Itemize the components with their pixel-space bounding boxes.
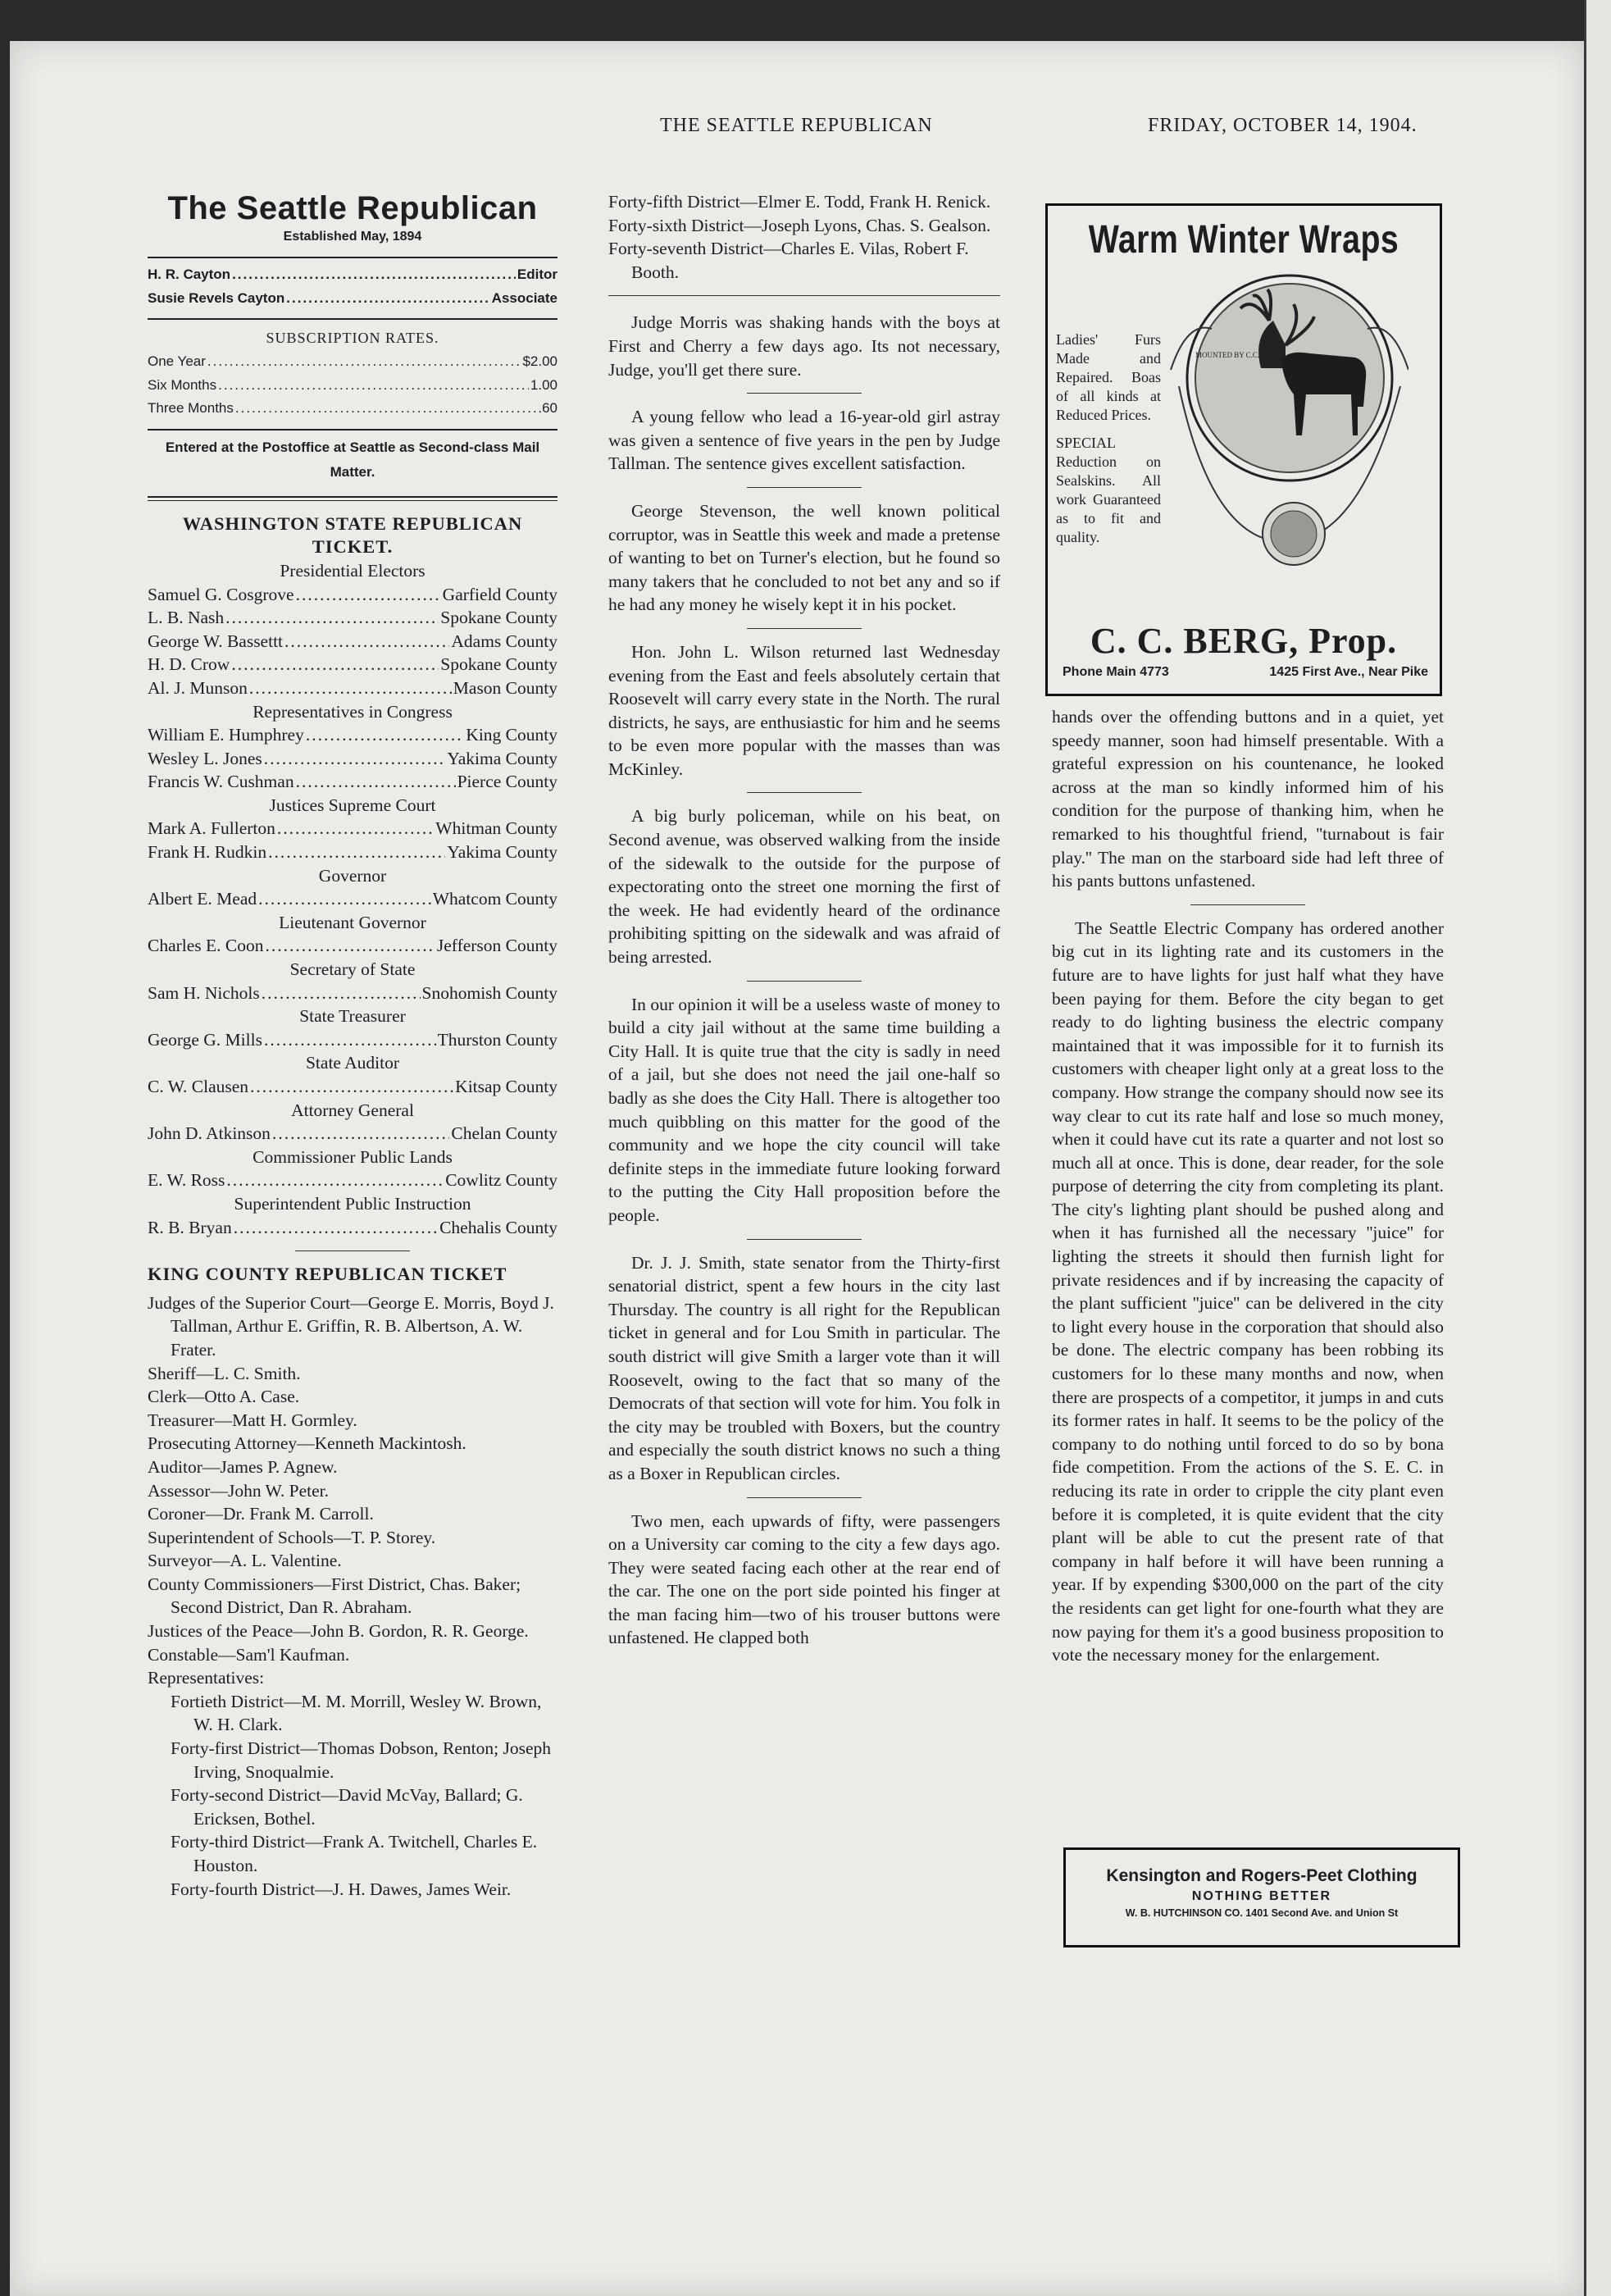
ad-clothing-line1: Kensington and Rogers-Peet Clothing — [1106, 1866, 1418, 1885]
office-heading: Lieutenant Governor — [279, 912, 426, 932]
candidate-row — [148, 723, 557, 747]
state-ticket-list — [148, 559, 557, 1239]
candidate-name: L. B. Nash — [148, 608, 225, 628]
county-entry: Coroner—Dr. Frank M. Carroll. — [148, 1504, 374, 1524]
divider — [747, 1497, 862, 1498]
candidate-county: Mason County — [453, 677, 557, 698]
divider — [747, 981, 862, 982]
candidate-county: Pierce County — [457, 772, 557, 792]
representative-entry: Fortieth District—M. M. Morrill, Wesley W. Brown, W. H. Clark. — [171, 1691, 542, 1735]
divider — [148, 429, 557, 430]
county-entry: Auditor—James P. Agnew. — [148, 1456, 338, 1477]
ad-clothing — [1063, 1847, 1460, 1947]
ad-address: 1425 First Ave., Near Pike — [1269, 665, 1428, 679]
office-heading: Commissioner Public Lands — [253, 1146, 453, 1167]
ad-clothing-line2: NOTHING BETTER — [1191, 1889, 1332, 1903]
representative-entry: Forty-third District—Frank A. Twitchell, Charles E. Houston. — [171, 1832, 538, 1875]
candidate-county: Whatcom County — [432, 889, 557, 909]
divider — [747, 393, 862, 394]
office-heading: Attorney General — [291, 1100, 414, 1120]
county-entry: Assessor—John W. Peter. — [148, 1480, 329, 1501]
candidate-row — [148, 1216, 557, 1240]
candidate-county: Spokane County — [440, 654, 557, 675]
subscription-heading: SUBSCRIPTION RATES. — [266, 330, 439, 347]
representative-entry: Forty-second District—David McVay, Ballard; G. Ericksen, Bothel. — [171, 1785, 523, 1829]
representative-entry: Forty-first District—Thomas Dobson, Renton; Joseph Irving, Snoqualmie. — [171, 1738, 552, 1782]
candidate-row — [148, 934, 557, 958]
office-heading: Justices Supreme Court — [269, 795, 436, 815]
county-entry: Judges of the Superior Court—George E. Morris, Boyd J. Tallman, Arthur E. Griffin, R. B. Albertson, A. W. Frater. — [148, 1292, 554, 1360]
candidate-name: William E. Humphrey — [148, 725, 304, 745]
candidate-county: Garfield County — [442, 584, 557, 604]
county-entry: Treasurer—Matt H. Gormley. — [148, 1410, 357, 1430]
candidate-county: Yakima County — [447, 748, 557, 768]
divider — [747, 487, 862, 488]
divider — [747, 628, 862, 629]
established-line: Established May, 1894 — [283, 229, 422, 244]
candidate-row — [148, 630, 557, 654]
candidate-row — [148, 770, 557, 794]
news-items-col3 — [1052, 705, 1444, 1667]
news-item: hands over the offending buttons and in a quiet, yet speedy manner, soon had himself presentable. With a grateful expression on his countenance, he looked across at the man so kindly informed him of his condition for the purpose of thanking him, when he remarked to his thoughtful friend, ''turnabout is fair play.'' The man on the starboard side had left three of his pants buttons unfastened. — [1052, 707, 1444, 891]
candidate-county: Whitman County — [435, 818, 557, 839]
candidate-row — [148, 583, 557, 607]
news-item: A big burly policeman, while on his beat, on Second avenue, was observed walking from the inside of the sidewalk to the outside for the purpose of expectorating onto the street one morning the first of the week. He had evidently heard of the ordinance prohibiting spitting on the sidewalk and was afraid of being arrested. — [608, 806, 1000, 968]
emblem-text: MOUNTED BY C.C. BERG — [1195, 351, 1281, 359]
county-ticket-list — [148, 1292, 557, 1690]
ad-title: Warm Winter Wraps — [1088, 218, 1399, 262]
representative-entry: Forty-fourth District—J. H. Dawes, James Weir. — [171, 1879, 512, 1899]
candidate-row — [148, 887, 557, 911]
office-heading: State Auditor — [305, 1053, 400, 1073]
candidate-county: Kitsap County — [455, 1077, 557, 1096]
office-heading: Representatives in Congress — [253, 701, 453, 722]
divider — [608, 295, 1000, 296]
news-item: Judge Morris was shaking hands with the boys at First and Cherry a few days ago. Its not necessary, Judge, you'll get there sure. — [608, 312, 1000, 380]
candidate-name: Albert E. Mead — [148, 889, 257, 909]
news-item: Dr. J. J. Smith, state senator from the Thirty-first senatorial district, spent a few hours in the city last Thursday. The country is all right for the Republican ticket in general and for Lou Smith in particular. The south district will give Smith a larger vote than it will Roosevelt, owing to the fact that so many of the Democrats of that section will vote for him. You folk in the city may be troubled with Boxers, but the country and especially the south district knows no such a thing as a Boxer in Republican circles. — [608, 1252, 1000, 1483]
news-items — [608, 311, 1000, 1650]
column-1 — [148, 190, 557, 1901]
candidate-name: Frank H. Rudkin — [148, 842, 267, 863]
candidate-name: John D. Atkinson — [148, 1123, 271, 1144]
candidate-county: Cowlitz County — [445, 1170, 557, 1191]
candidate-county: Spokane County — [440, 608, 557, 628]
candidate-name: C. W. Clausen — [148, 1077, 249, 1096]
entered-notice: Entered at the Postoffice at Seattle as Second-class Mail Matter. — [165, 439, 540, 480]
masthead-title: The Seattle Republican — [167, 190, 538, 226]
candidate-county: King County — [466, 725, 557, 745]
office-heading: Secretary of State — [289, 959, 416, 980]
candidate-name: E. W. Ross — [148, 1170, 225, 1191]
candidate-row — [148, 982, 557, 1005]
county-representatives-continued — [608, 190, 1000, 284]
rate-row: Six Months ..... 1.00 — [148, 374, 557, 398]
issue-date: FRIDAY, OCTOBER 14, 1904. — [1148, 115, 1418, 136]
county-entry: Clerk—Otto A. Case. — [148, 1387, 300, 1407]
ad-text-repairs: Ladies' Furs Made and Repaired. Boas of all kinds at Reduced Prices. — [1056, 331, 1161, 423]
moose-emblem-icon — [1163, 271, 1408, 575]
ad-phone: Phone Main 4773 — [1063, 665, 1169, 679]
representative-entry: Forty-sixth District—Joseph Lyons, Chas. S. Gealson. — [608, 215, 991, 235]
representative-entry: Forty-seventh District—Charles E. Vilas, Robert F. Booth. — [608, 239, 969, 282]
divider — [148, 318, 557, 320]
rate-row: One Year ..... $2.00 — [148, 350, 557, 374]
office-heading: Superintendent Public Instruction — [234, 1193, 471, 1214]
candidate-row — [148, 747, 557, 771]
county-entry: Constable—Sam'l Kaufman. — [148, 1644, 350, 1665]
county-entry: Representatives: — [148, 1668, 265, 1688]
candidate-row — [148, 1122, 557, 1146]
candidate-row — [148, 606, 557, 630]
news-item: Hon. John L. Wilson returned last Wednesday evening from the East and feels absolutely certain that Roosevelt will carry every state in the North. The rural districts, he says, are enthusiastic for him and he seems to be even more popular with the masses than was McKinley. — [608, 641, 1000, 779]
office-heading: Presidential Electors — [280, 560, 426, 581]
candidate-county: Jefferson County — [436, 936, 557, 956]
candidate-name: H. D. Crow — [148, 654, 230, 675]
news-item: Two men, each upwards of fifty, were passengers on a University car coming to the city a few days ago. They were seated facing each other at the rear end of the car. The one on the port side pointed his finger at the man facing him—two of his trouser buttons were unfastened. He clapped both — [608, 1510, 1000, 1648]
candidate-name: Sam H. Nichols — [148, 982, 260, 1003]
candidate-name: R. B. Bryan — [148, 1217, 232, 1237]
candidate-name: Charles E. Coon — [148, 936, 264, 956]
candidate-row — [148, 840, 557, 864]
news-item: A young fellow who lead a 16-year-old girl astray was given a sentence of five years in the pen by Judge Tallman. The sentence gives excellent satisfaction. — [608, 407, 1000, 474]
news-item: The Seattle Electric Company has ordered another big cut in its lighting rate and its customers in the future are to have lights for just half what they have been paying for them. Before the city began to get ready to do lighting business the electric company maintained that it was impossible for it to furnish its customers with cheaper light only at a great loss to the company. How strange the company should now see its way clear to cut its rate half and lose so much money, when it could have cut its rate a quarter and not lost so much all at once. This is done, dear reader, for the sole purpose of deterring the city from completing its plant. The city's lighting plant should be pushed along and when it has furnished all the necessary ''juice'' for lighting the streets it should then furnish light for private residences and if by increasing the capacity of the plant sufficient ''juice'' can be delivered in the city to light every house in the corporation that should also be done. The electric company has been robbing its customers for lo these many months and now, when there are prospects of a competitor, it jumps in and cuts its former rates in half. It seems to be the policy of the company to do nothing until forced to do so by bona fide competition. From the actions of the S. E. C. in reducing its rate in order to cripple the city plant even before it is completed, it is quite evident that the city plant will be able to cut the present rate of that company in half before it will have been running a year. If by expending $300,000 on the part of the city the residents can get light for one-fourth what they are now paying for them it's a good business proposition to vote the necessary money for the enlargement. — [1052, 918, 1444, 1665]
candidate-row — [148, 1075, 557, 1099]
county-entry: Superintendent of Schools—T. P. Storey. — [148, 1527, 436, 1547]
candidate-county: Adams County — [451, 631, 557, 651]
staff-row: Susie Revels Cayton ..... Associate — [148, 287, 557, 311]
candidate-name: Samuel G. Cosgrove — [148, 584, 294, 604]
county-representatives-list — [148, 1690, 557, 1901]
candidate-row — [148, 817, 557, 840]
county-entry: Justices of the Peace—John B. Gordon, R. R. George. — [148, 1621, 529, 1642]
candidate-county: Chehalis County — [439, 1217, 557, 1237]
ad-warm-winter-wraps — [1045, 203, 1442, 696]
candidate-row — [148, 1028, 557, 1052]
state-ticket-heading: WASHINGTON STATE REPUBLICAN TICKET. — [182, 512, 523, 558]
divider — [747, 1239, 862, 1240]
news-item: George Stevenson, the well known political corruptor, was in Seattle this week and made a pretense of wanting to bet on Turner's election, but he found so many takers that he concluded to not bet any and so if he had any money he wisely kept it in his pocket. — [608, 500, 1000, 615]
divider — [295, 1250, 410, 1251]
divider — [747, 792, 862, 793]
double-divider — [148, 496, 557, 501]
divider — [1190, 904, 1305, 905]
county-ticket-heading: KING COUNTY REPUBLICAN TICKET — [148, 1264, 507, 1285]
candidate-county: Snohomish County — [421, 982, 557, 1003]
candidate-county: Thurston County — [437, 1029, 557, 1050]
representative-entry: Forty-fifth District—Elmer E. Todd, Frank H. Renick. — [608, 192, 991, 212]
ad-text-special: SPECIAL Reduction on Sealskins. All work Guaranteed as to fit and quality. — [1056, 435, 1161, 545]
candidate-name: Mark A. Fullerton — [148, 818, 275, 839]
candidate-row — [148, 1168, 557, 1192]
office-heading: State Treasurer — [299, 1006, 406, 1027]
candidate-county: Chelan County — [451, 1123, 557, 1144]
county-entry: County Commissioners—First District, Chas. Baker; Second District, Dan R. Abraham. — [148, 1574, 521, 1618]
rate-row: Three Months ..... .60 — [148, 397, 557, 421]
ad-proprietor: C. C. BERG, Prop. — [1090, 621, 1398, 661]
candidate-row — [148, 676, 557, 700]
candidate-county: Yakima County — [447, 842, 557, 863]
candidate-name: George W. Bassettt — [148, 631, 284, 651]
office-heading: Governor — [318, 865, 387, 886]
county-entry: Sheriff—L. C. Smith. — [148, 1363, 301, 1383]
divider — [148, 257, 557, 258]
county-entry: Prosecuting Attorney—Kenneth Mackintosh. — [148, 1433, 466, 1454]
staff-row: H. R. Cayton ..... Editor — [148, 263, 557, 287]
candidate-name: Wesley L. Jones — [148, 748, 262, 768]
candidate-name: Al. J. Munson — [148, 677, 248, 698]
candidate-name: George G. Mills — [148, 1029, 262, 1050]
next-page-edge — [1586, 0, 1611, 2296]
candidate-row — [148, 653, 557, 676]
column-2 — [608, 190, 1000, 1650]
candidate-name: Francis W. Cushman — [148, 772, 294, 792]
column-3 — [1052, 705, 1444, 1667]
county-entry: Surveyor—A. L. Valentine. — [148, 1551, 342, 1571]
running-title: THE SEATTLE REPUBLICAN — [660, 115, 933, 136]
ad-clothing-line3: W. B. HUTCHINSON CO. 1401 Second Ave. and Union St — [1125, 1907, 1399, 1919]
news-item: In our opinion it will be a useless waste of money to build a city jail without at the same time building a City Hall. It is quite true that the city is sadly in need of a jail, but she does not need the jail one-half so badly as she does the City Hall. There is altogether too much quibbling on this matter for the good of the community and we hope the city council will take definite steps in the immediate future looking forward to the putting the City Hall proposition before the people. — [608, 994, 1000, 1225]
